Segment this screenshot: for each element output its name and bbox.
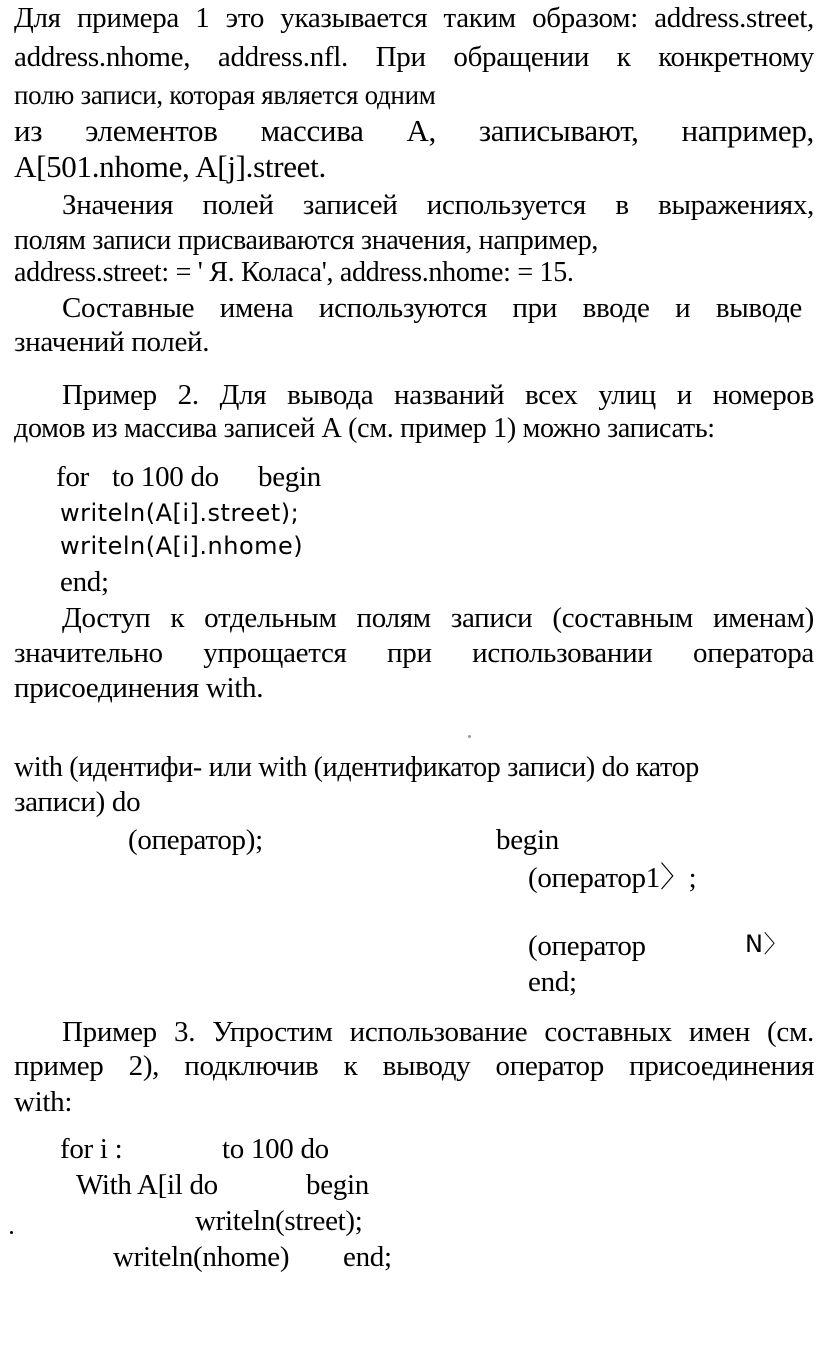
code-keyword: end; — [343, 1241, 392, 1273]
text-line: Значения полей записей используется в выражениях, — [62, 189, 814, 221]
text-line: Пример 3. Упростим использование составных имен (см. — [62, 1016, 814, 1048]
text-line: значений полей. — [14, 326, 210, 358]
code-text: to 100 do — [112, 461, 219, 493]
code-line: writeln(A[i].street); — [60, 499, 300, 527]
code-text: for i : — [60, 1133, 123, 1165]
syntax-keyword: begin — [496, 824, 559, 856]
code-keyword: end; — [60, 566, 109, 598]
code-line: writeln(street); — [195, 1205, 363, 1237]
text-line: with (идентифи- или with (идентификатор записи) do катор — [14, 752, 699, 783]
syntax-keyword: end; — [528, 966, 577, 998]
text-line: присоединения with. — [14, 672, 264, 704]
text-line: Пример 2. Для вывода названий всех улиц и номеров — [62, 379, 814, 411]
text-line: address.nhome, address.nfl. При обращении к конкретному — [14, 41, 814, 73]
text-line: значительно упрощается при использовании оператора — [14, 637, 814, 669]
syntax-operator: N〉 — [745, 930, 788, 958]
scan-speck — [10, 1231, 13, 1234]
text-line: Составные имена используются при вводе и выводе — [62, 292, 802, 324]
text-line: пример 2), подключив к выводу оператор присоединения — [14, 1050, 814, 1082]
syntax-operator: (оператор); — [128, 824, 263, 856]
code-keyword: for — [56, 461, 89, 493]
text-line: Для примера 1 это указывается таким образом: address.street, — [14, 2, 814, 34]
text-line: из элементов массива А, записывают, например, — [14, 113, 814, 148]
code-line: writeln(A[i].nhome) — [60, 532, 304, 560]
text-line: A[501.nhome, A[j].street. — [14, 149, 326, 184]
code-text: to 100 do — [222, 1133, 329, 1165]
text-line: домов из массива записей А (см. пример 1) можно записать: — [14, 413, 715, 444]
syntax-operator: (оператор1〉; — [528, 862, 697, 894]
scan-speck — [468, 735, 471, 738]
code-text: With A[il do — [76, 1169, 218, 1201]
text-line: полям записи присваиваются значения, например, — [14, 225, 599, 256]
text-line: with: — [14, 1086, 73, 1118]
text-line: записи) do — [14, 786, 141, 818]
code-line: writeln(nhome) — [113, 1241, 290, 1273]
text-line: полю записи, которая является одним — [14, 80, 436, 110]
code-keyword: begin — [258, 461, 321, 493]
text-line: address.street: = ' Я. Коласа', address.nhome: = 15. — [14, 257, 574, 288]
syntax-operator: (оператор — [528, 930, 646, 962]
code-keyword: begin — [306, 1169, 369, 1201]
text-line: Доступ к отдельным полям записи (составным именам) — [62, 602, 814, 634]
